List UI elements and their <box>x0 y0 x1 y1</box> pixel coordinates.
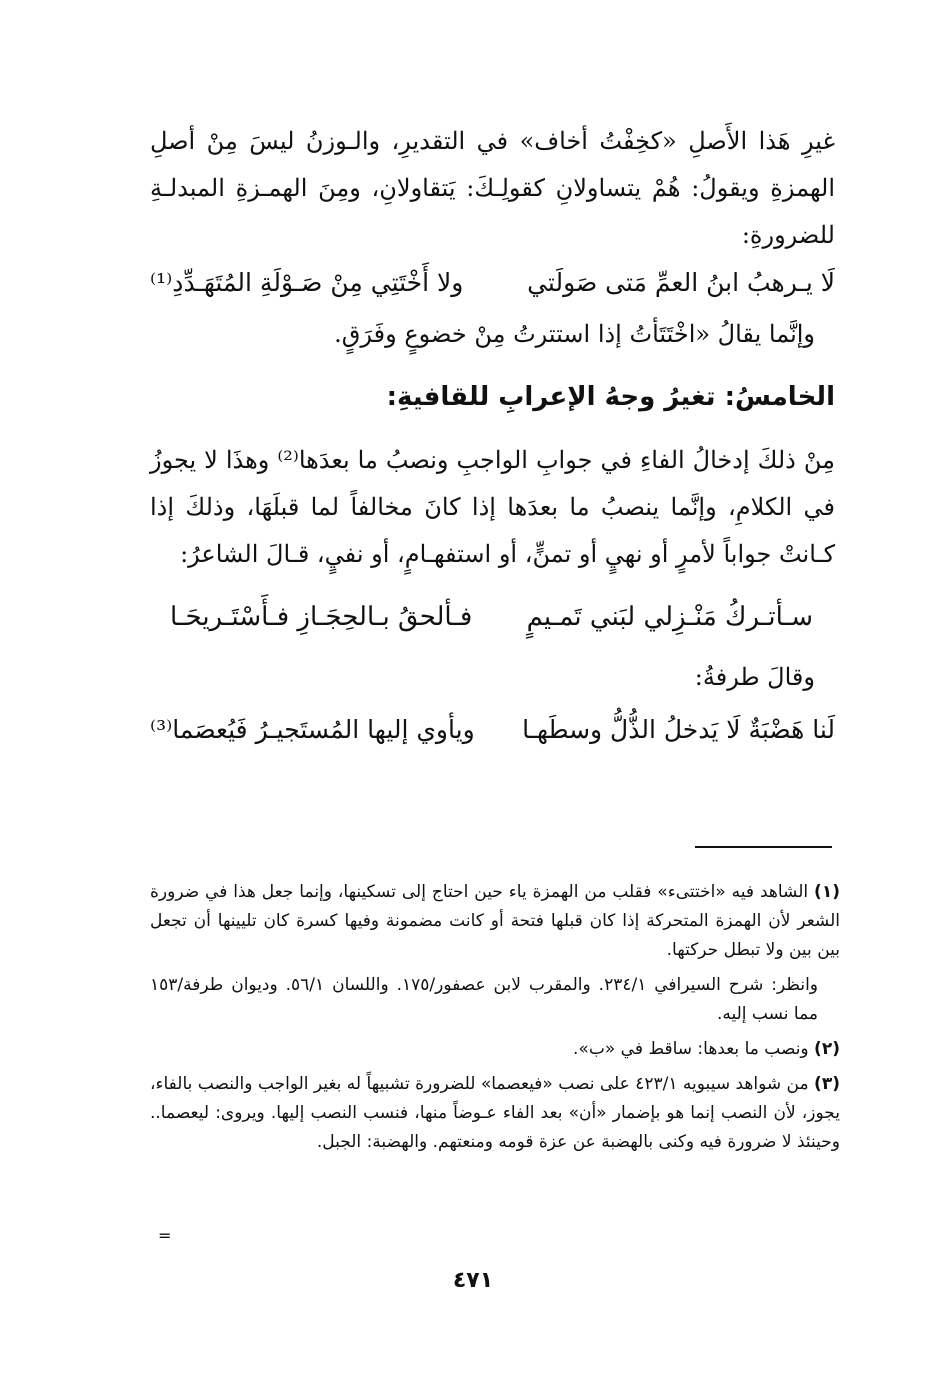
footnotes <box>150 878 840 1163</box>
verse-2 <box>150 590 835 654</box>
verse-1-second-hemistich: ولا أَخْتَتِي مِنْ صَـوْلَةِ المُتَهَـدِّدِ⁽¹⁾ <box>150 268 464 297</box>
footnote-2 <box>150 1035 840 1064</box>
footnote-3-number: (٣) <box>814 1074 840 1094</box>
section-heading: الخامسُ: تغيرُ وجهُ الإعرابِ للقافيةِ: <box>386 382 835 412</box>
verse-1 <box>150 259 835 311</box>
footnote-1 <box>150 878 840 965</box>
main-text <box>150 118 835 758</box>
verse-3-intro: وقالَ طرفةُ: <box>694 663 815 691</box>
verse-1-first-hemistich: لَا يـرهبُ ابنُ العمِّ مَتى صَولَتي <box>527 268 835 297</box>
footnote-3-text: من شواهد سيبويه ٤٢٣/١ على نصب «فيعصما» للضرورة تشبيهاً له بغير الواجب والنصب بالفاء، يجوز، لأن النصب إنما هو بإضمار «أن» بعد الفاء عـوضاً منها، فنسب النصب إليها. ويروى: ليعصما.. وحينئذ لا ضرورة فيه وكنى بالهضبة عن عزة قومه ومنعتهم. والهضبة: الجبل. <box>150 1074 840 1152</box>
page-number: ٤٧١ <box>452 1268 494 1293</box>
footnote-1-text: الشاهد فيه «اختتىء» فقلب من الهمزة ياء حين احتاج إلى تسكينها، وإنما جعل هذا في ضرورة الشعر لأن الهمزة المتحركة إذا كان قبلها فتحة أو كانت مضمونة وفيها كسرة كان تليينها أن تجعل بين بين ولا تبطل حركتها. <box>150 882 840 960</box>
verse-2-first-hemistich: سـأتـركُ مَنْـزِلي لبَني تَمـيمٍ <box>526 602 813 632</box>
verse-2-second-hemistich: فـألحقُ بـالحِجَـازِ فـأَسْتَـريحَـا <box>170 602 473 632</box>
footnote-2-number: (٢) <box>814 1039 840 1059</box>
footnote-1-number: (١) <box>814 882 840 902</box>
continuation-mark: = <box>158 1226 172 1245</box>
paragraph-1: غيرِ هَذا الأَصلِ «كخِفْتُ أخاف» في التقديرِ، والـوزنُ ليسَ مِنْ أصلِ الهمزةِ ويقولُ: هُمْ يتساولانِ كقولِـكَ: يَتقاولانِ، ومِنَ الهمـزةِ المبدلـةِ للضرورةِ: <box>150 127 835 249</box>
footnote-1-references: وانظر: شرح السيرافي ٢٣٤/١. والمقرب لابن عصفور/١٧٥. واللسان ٥٦/١. وديوان طرفة/١٥٣ مما نسب إليه. <box>150 975 819 1024</box>
footnote-separator <box>695 846 832 848</box>
paragraph-2: مِنْ ذلكَ إدخالُ الفاءِ في جوابِ الواجبِ ونصبُ ما بعدَها⁽²⁾ وهذَا لا يجوزُ في الكلامِ، وإنَّما ينصبُ ما بعدَها إذا كانَ مخالفاً لما قبلَهَا، وذلكَ إذا كـانتْ جواباً لأمرٍ أو نهيٍ أو تمنٍّ، أو استفهـامٍ، أو نفيٍ، قـالَ الشاعرُ: <box>150 446 835 568</box>
verse-3 <box>150 706 835 758</box>
verse-1-explanation: وإنَّما يقالُ «اخْتَتَأتُ إذا استترتُ مِنْ خضوعٍ وفَرَقٍ. <box>334 320 815 348</box>
verse-3-second-hemistich: ويأوي إليها المُستَجيـرُ فَيُعصَما⁽³⁾ <box>150 715 475 744</box>
footnote-2-text: ونصب ما بعدها: ساقط في «ب». <box>573 1039 809 1059</box>
footnote-3 <box>150 1070 840 1157</box>
verse-3-first-hemistich: لَنا هَضْبَةٌ لَا يَدخلُ الذُّلُّ وسطَهـا <box>522 715 835 744</box>
